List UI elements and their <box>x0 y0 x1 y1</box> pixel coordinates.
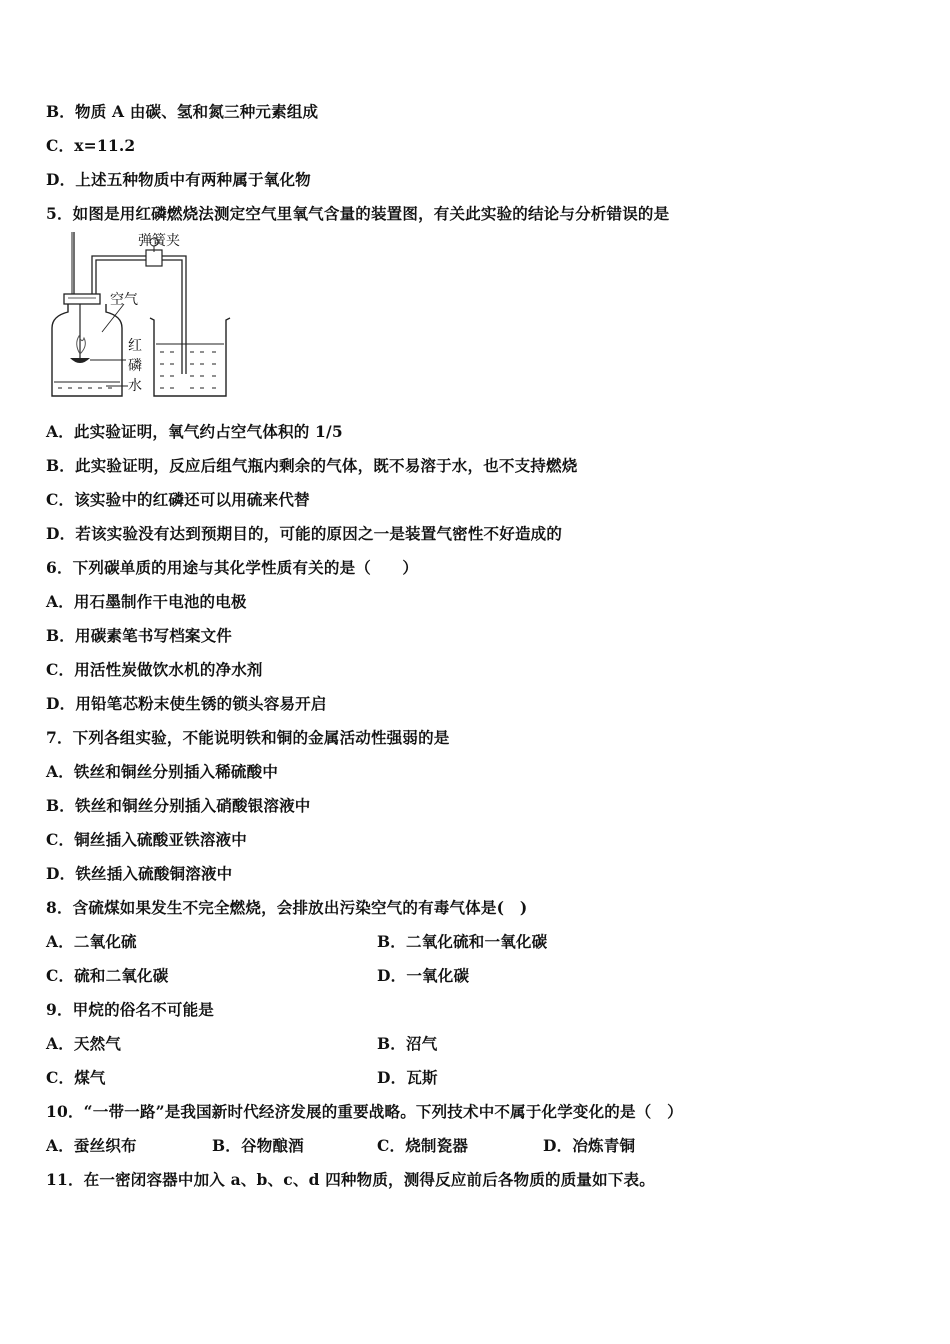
label-water: 水 <box>128 378 142 394</box>
q6-option-a: A．用石墨制作干电池的电极 <box>46 592 247 611</box>
q4-option-c: C．x=11.2 <box>46 136 136 155</box>
q9-option-a: A．天然气 <box>46 1034 122 1053</box>
q7-option-c: C．铜丝插入硫酸亚铁溶液中 <box>46 830 247 849</box>
q10-option-a: A．蚕丝织布 <box>46 1136 137 1155</box>
q8-option-d: D．一氧化碳 <box>377 966 470 985</box>
q7-option-a: A．铁丝和铜丝分别插入稀硫酸中 <box>46 762 279 781</box>
q6-option-b: B．用碳素笔书写档案文件 <box>46 626 233 645</box>
q5-option-d: D．若该实验没有达到预期目的，可能的原因之一是装置气密性不好造成的 <box>46 524 563 543</box>
label-red-2: 磷 <box>128 358 142 374</box>
q5-option-b: B．此实验证明，反应后组气瓶内剩余的气体，既不易溶于水，也不支持燃烧 <box>46 456 578 475</box>
q7-option-b: B．铁丝和铜丝分别插入硝酸银溶液中 <box>46 796 311 815</box>
q6-stem: 6．下列碳单质的用途与其化学性质有关的是（ ） <box>46 558 419 577</box>
q9-options-row2 <box>46 1068 906 1088</box>
q10-option-b: B．谷物酿酒 <box>212 1136 304 1155</box>
q8-option-c: C．硫和二氧化碳 <box>46 966 169 985</box>
label-red-1: 红 <box>128 338 142 354</box>
q4-option-b: B．物质 A 由碳、氢和氮三种元素组成 <box>46 102 319 121</box>
q8-stem: 8．含硫煤如果发生不完全燃烧，会排放出污染空气的有毒气体是( ) <box>46 898 528 917</box>
q8-options-row2 <box>46 966 906 986</box>
label-air: 空气 <box>110 292 138 308</box>
q9-stem: 9．甲烷的俗名不可能是 <box>46 1000 214 1019</box>
q7-stem: 7．下列各组实验，不能说明铁和铜的金属活动性强弱的是 <box>46 728 450 747</box>
q7-option-d: D．铁丝插入硫酸铜溶液中 <box>46 864 233 883</box>
q10-option-c: C．烧制瓷器 <box>377 1136 469 1155</box>
q8-option-a: A．二氧化硫 <box>46 932 137 951</box>
q6-option-c: C．用活性炭做饮水机的净水剂 <box>46 660 263 679</box>
q5-option-a: A．此实验证明，氧气约占空气体积的 1/5 <box>46 422 343 441</box>
q8-options-row1 <box>46 932 906 952</box>
q9-option-b: B．沼气 <box>377 1034 438 1053</box>
q10-stem: 10．“一带一路”是我国新时代经济发展的重要战略。下列技术中不属于化学变化的是（ ） <box>46 1102 683 1121</box>
q9-option-c: C．煤气 <box>46 1068 106 1087</box>
q5-option-c: C．该实验中的红磷还可以用硫来代替 <box>46 490 310 509</box>
q8-option-b: B．二氧化硫和一氧化碳 <box>377 932 548 951</box>
q11-stem: 11．在一密闭容器中加入 a、b、c、d 四种物质，测得反应前后各物质的质量如下表。 <box>46 1170 655 1189</box>
q6-option-d: D．用铅笔芯粉末使生锈的锁头容易开启 <box>46 694 327 713</box>
q4-option-d: D．上述五种物质中有两种属于氧化物 <box>46 170 311 189</box>
label-spring-clamp: 弹簧夹 <box>138 233 180 249</box>
q9-option-d: D．瓦斯 <box>377 1068 438 1087</box>
q5-apparatus-figure <box>46 232 236 402</box>
q10-option-d: D．冶炼青铜 <box>543 1136 636 1155</box>
q5-stem: 5．如图是用红磷燃烧法测定空气里氧气含量的装置图，有关此实验的结论与分析错误的是 <box>46 204 670 223</box>
q9-options-row1 <box>46 1034 906 1054</box>
